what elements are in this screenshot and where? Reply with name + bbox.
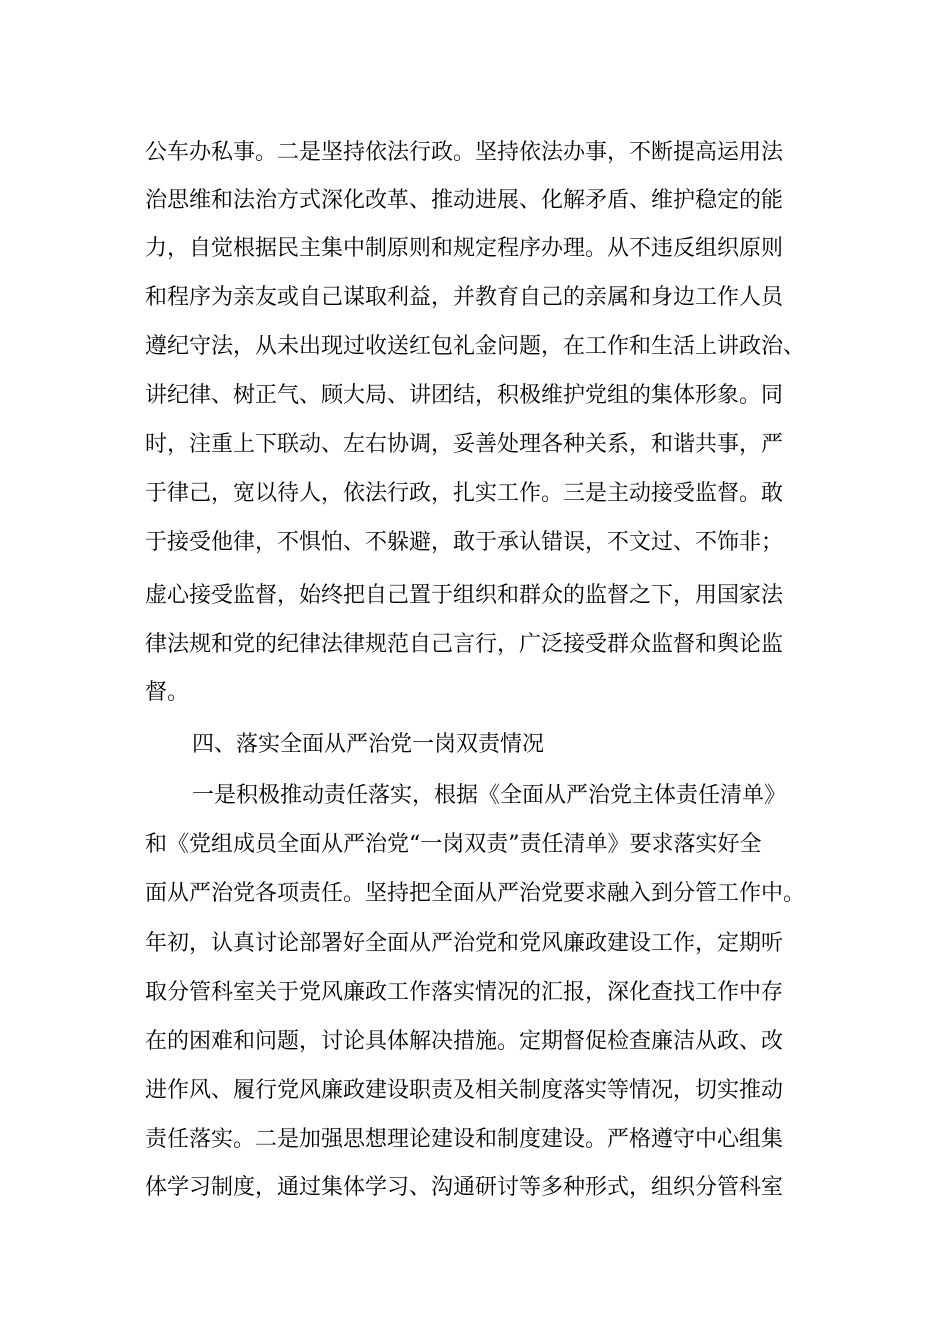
text-line: 公车办私事。二是坚持依法行政。坚持依法办事，不断提高运用法 xyxy=(145,140,784,165)
text-line: 取分管科室关于党风廉政工作落实情况的汇报，深化查找工作中存 xyxy=(145,980,784,1005)
text-line: 和程序为亲友或自己谋取利益，并教育自己的亲属和身边工作人员 xyxy=(145,285,784,310)
text-line: 讲纪律、树正气、顾大局、讲团结，积极维护党组的集体形象。同 xyxy=(145,383,784,408)
text-line: 在的困难和问题，讨论具体解决措施。定期督促检查廉洁从政、改 xyxy=(145,1029,784,1054)
text-line: 体学习制度，通过集体学习、沟通研讨等多种形式，组织分管科室 xyxy=(145,1175,784,1200)
text-line: 一是积极推动责任落实，根据《全面从严治党主体责任清单》 xyxy=(192,783,787,808)
text-line: 时，注重上下联动、左右协调，妥善处理各种关系，和谐共事，严 xyxy=(145,432,784,457)
text-line: 和《党组成员全面从严治党“一岗双责”责任清单》要求落实好全 xyxy=(145,832,762,857)
text-line: 于律己，宽以待人，依法行政，扎实工作。三是主动接受监督。敢 xyxy=(145,481,784,506)
section-heading: 四、落实全面从严治党一岗双责情况 xyxy=(192,732,545,757)
text-line: 督。 xyxy=(145,680,190,705)
text-line: 进作风、履行党风廉政建设职责及相关制度落实等情况，切实推动 xyxy=(145,1078,784,1103)
text-line: 律法规和党的纪律法律规范自己言行，广泛接受群众监督和舆论监 xyxy=(145,632,784,657)
text-line: 责任落实。二是加强思想理论建设和制度建设。严格遵守中心组集 xyxy=(145,1127,784,1152)
text-line: 遵纪守法，从未出现过收送红包礼金问题，在工作和生活上讲政治、 xyxy=(145,334,806,359)
text-line: 面从严治党各项责任。坚持把全面从严治党要求融入到分管工作中。 xyxy=(145,881,806,906)
text-line: 治思维和法治方式深化改革、推动进展、化解矛盾、维护稳定的能 xyxy=(145,188,784,213)
text-line: 年初，认真讨论部署好全面从严治党和党风廉政建设工作，定期听 xyxy=(145,931,784,956)
text-line: 力，自觉根据民主集中制原则和规定程序办理。从不违反组织原则 xyxy=(145,236,784,261)
text-line: 于接受他律，不惧怕、不躲避，敢于承认错误，不文过、不饰非； xyxy=(145,530,784,555)
text-line: 虚心接受监督，始终把自己置于组织和群众的监督之下，用国家法 xyxy=(145,583,784,608)
